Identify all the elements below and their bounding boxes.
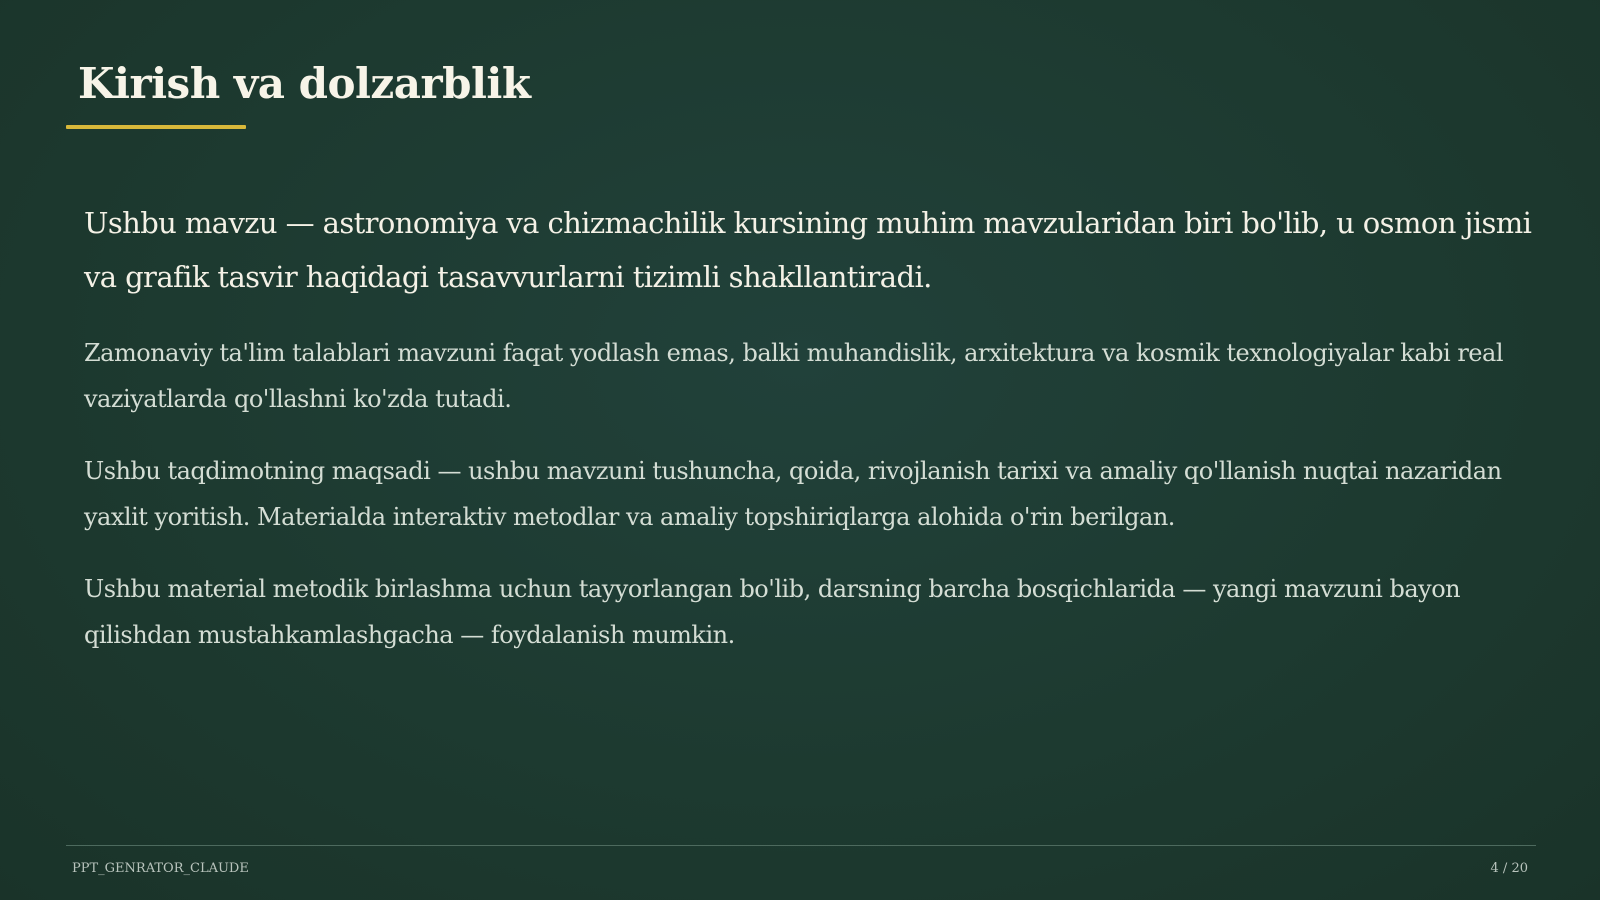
- body-paragraph-3: Ushbu material metodik birlashma uchun tayyorlangan bo'lib, darsning barcha bosqichlarida — yangi mavzuni bayon qilishdan mustahkamlashgacha — foydalanish mumkin.: [84, 575, 1461, 649]
- body-paragraph-2: Ushbu taqdimotning maqsadi — ushbu mavzuni tushuncha, qoida, rivojlanish tarixi va amaliy qo'llanish nuqtai nazaridan yaxlit yoritish. Materialda interaktiv metodlar va amaliy topshiriqlarga alohida o'rin berilgan.: [84, 457, 1502, 531]
- body-paragraph-1: Zamonaviy ta'lim talablari mavzuni faqat yodlash emas, balki muhandislik, arxitektura va kosmik texnologiyalar kabi real vaziyatlarda qo'llashni ko'zda tutadi.: [84, 339, 1503, 413]
- footer-divider: [66, 845, 1536, 846]
- page-number: 4 / 20: [1490, 861, 1528, 876]
- slide-title: Kirish va dolzarblik: [78, 59, 531, 108]
- title-underline: [66, 125, 246, 129]
- lead-paragraph: Ushbu mavzu — astronomiya va chizmachilik kursining muhim mavzularidan biri bo'lib, u osmon jismi va grafik tasvir haqidagi tasavvurlarni tizimli shakllantiradi.: [84, 206, 1532, 294]
- slide-content: [84, 196, 1534, 684]
- footer-source-label: PPT_GENRATOR_CLAUDE: [72, 861, 249, 876]
